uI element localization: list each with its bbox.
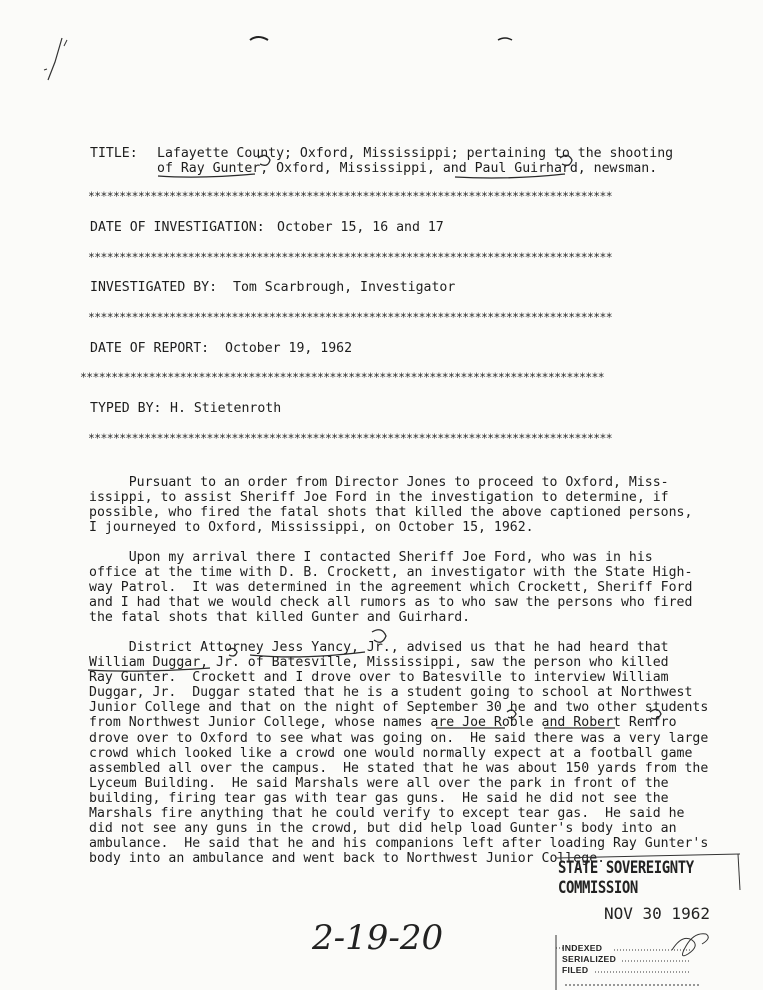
text-line: possible, who fired the fatal shots that killed the above captioned persons, bbox=[89, 505, 693, 521]
text-line: ambulance. He said that he and his companions left after loading Ray Gunter's bbox=[89, 836, 709, 852]
typed-by-value: H. Stietenroth bbox=[170, 401, 282, 416]
date-of-report-value: October 19, 1962 bbox=[225, 341, 353, 356]
investigated-by-value: Tom Scarbrough, Investigator bbox=[233, 280, 456, 295]
text-line: Pursuant to an order from Director Jones to proceed to Oxford, Miss- bbox=[89, 475, 669, 490]
title-line-1: Lafayette County; Oxford, Mississippi; pertaining to the shooting bbox=[157, 146, 674, 161]
stamp-serialized: SERIALIZED bbox=[562, 954, 617, 964]
date-of-investigation-label: DATE OF INVESTIGATION: bbox=[90, 220, 265, 235]
text-line: office at the time with D. B. Crockett, an investigator with the State High- bbox=[89, 565, 693, 581]
text-line: Duggar, Jr. Duggar stated that he is a student going to school at Northwest bbox=[89, 685, 693, 701]
text-line: drove over to Oxford to see what was going on. He said there was a very large bbox=[89, 730, 709, 746]
separator-1: ************************************************************************************ bbox=[88, 189, 612, 203]
text-line: did not see any guns in the crowd, but did help load Gunter's body into an bbox=[89, 821, 677, 837]
text-line: the fatal shots that killed Gunter and Guirhard. bbox=[89, 610, 471, 626]
stamp-indexed: INDEXED bbox=[562, 943, 603, 953]
investigated-by-label: INVESTIGATED BY: bbox=[90, 280, 218, 295]
text-line: assembled all over the campus. He stated that he was about 150 yards from the bbox=[89, 760, 709, 776]
text-line: Ray Gunter. Crockett and I drove over to Batesville to interview William bbox=[89, 670, 669, 686]
text-line: Marshals fire anything that he could verify to except tear gas. He said he bbox=[89, 806, 685, 822]
text-line: body into an ambulance and went back to Northwest Junior College. bbox=[89, 851, 606, 867]
stamp-filed: FILED bbox=[562, 965, 589, 975]
text-line: Junior College and that on the night of September 30 he and two other students bbox=[89, 700, 709, 716]
text-line: building, firing tear gas with tear gas guns. He said he did not see the bbox=[89, 790, 669, 806]
text-line: from Northwest Junior College, whose names are Joe Roble and Robert Renfro bbox=[89, 715, 677, 731]
text-line: Lyceum Building. He said Marshals were all over the park in front of the bbox=[89, 775, 669, 791]
text-line: District Attorney Jess Yancy, Jr., advised us that he had heard that bbox=[89, 640, 669, 655]
text-line: and I had that we would check all rumors as to who saw the persons who fired bbox=[89, 595, 693, 611]
stamp-date: NOV 30 1962 bbox=[604, 904, 710, 923]
stamp-commission: STATE SOVEREIGNTY COMMISSION bbox=[558, 858, 694, 898]
separator-4: ************************************************************************************ bbox=[80, 370, 604, 384]
handwritten-file-number: 2-19-20 bbox=[312, 918, 444, 958]
text-line: William Duggar, Jr. of Batesville, Mississippi, saw the person who killed bbox=[89, 655, 669, 671]
separator-5: ************************************************************************************ bbox=[88, 431, 612, 445]
text-line: way Patrol. It was determined in the agreement which Crockett, Sheriff Ford bbox=[89, 580, 693, 596]
title-label: TITLE: bbox=[90, 146, 138, 161]
separator-2: ************************************************************************************ bbox=[88, 250, 612, 264]
title-line-2: of Ray Gunter, Oxford, Mississippi, and Paul Guirhard, newsman. bbox=[157, 161, 658, 176]
separator-3: ************************************************************************************ bbox=[88, 310, 612, 324]
text-line: issippi, to assist Sheriff Joe Ford in the investigation to determine, if bbox=[89, 490, 669, 506]
text-line: crowd which looked like a crowd one would normally expect at a football game bbox=[89, 745, 693, 761]
text-line: Upon my arrival there I contacted Sheriff Joe Ford, who was in his bbox=[89, 550, 653, 565]
date-of-report-label: DATE OF REPORT: bbox=[90, 341, 210, 356]
text-line: I journeyed to Oxford, Mississippi, on October 15, 1962. bbox=[89, 520, 534, 536]
typed-by-label: TYPED BY: bbox=[90, 401, 162, 416]
date-of-investigation-value: October 15, 16 and 17 bbox=[277, 220, 444, 235]
